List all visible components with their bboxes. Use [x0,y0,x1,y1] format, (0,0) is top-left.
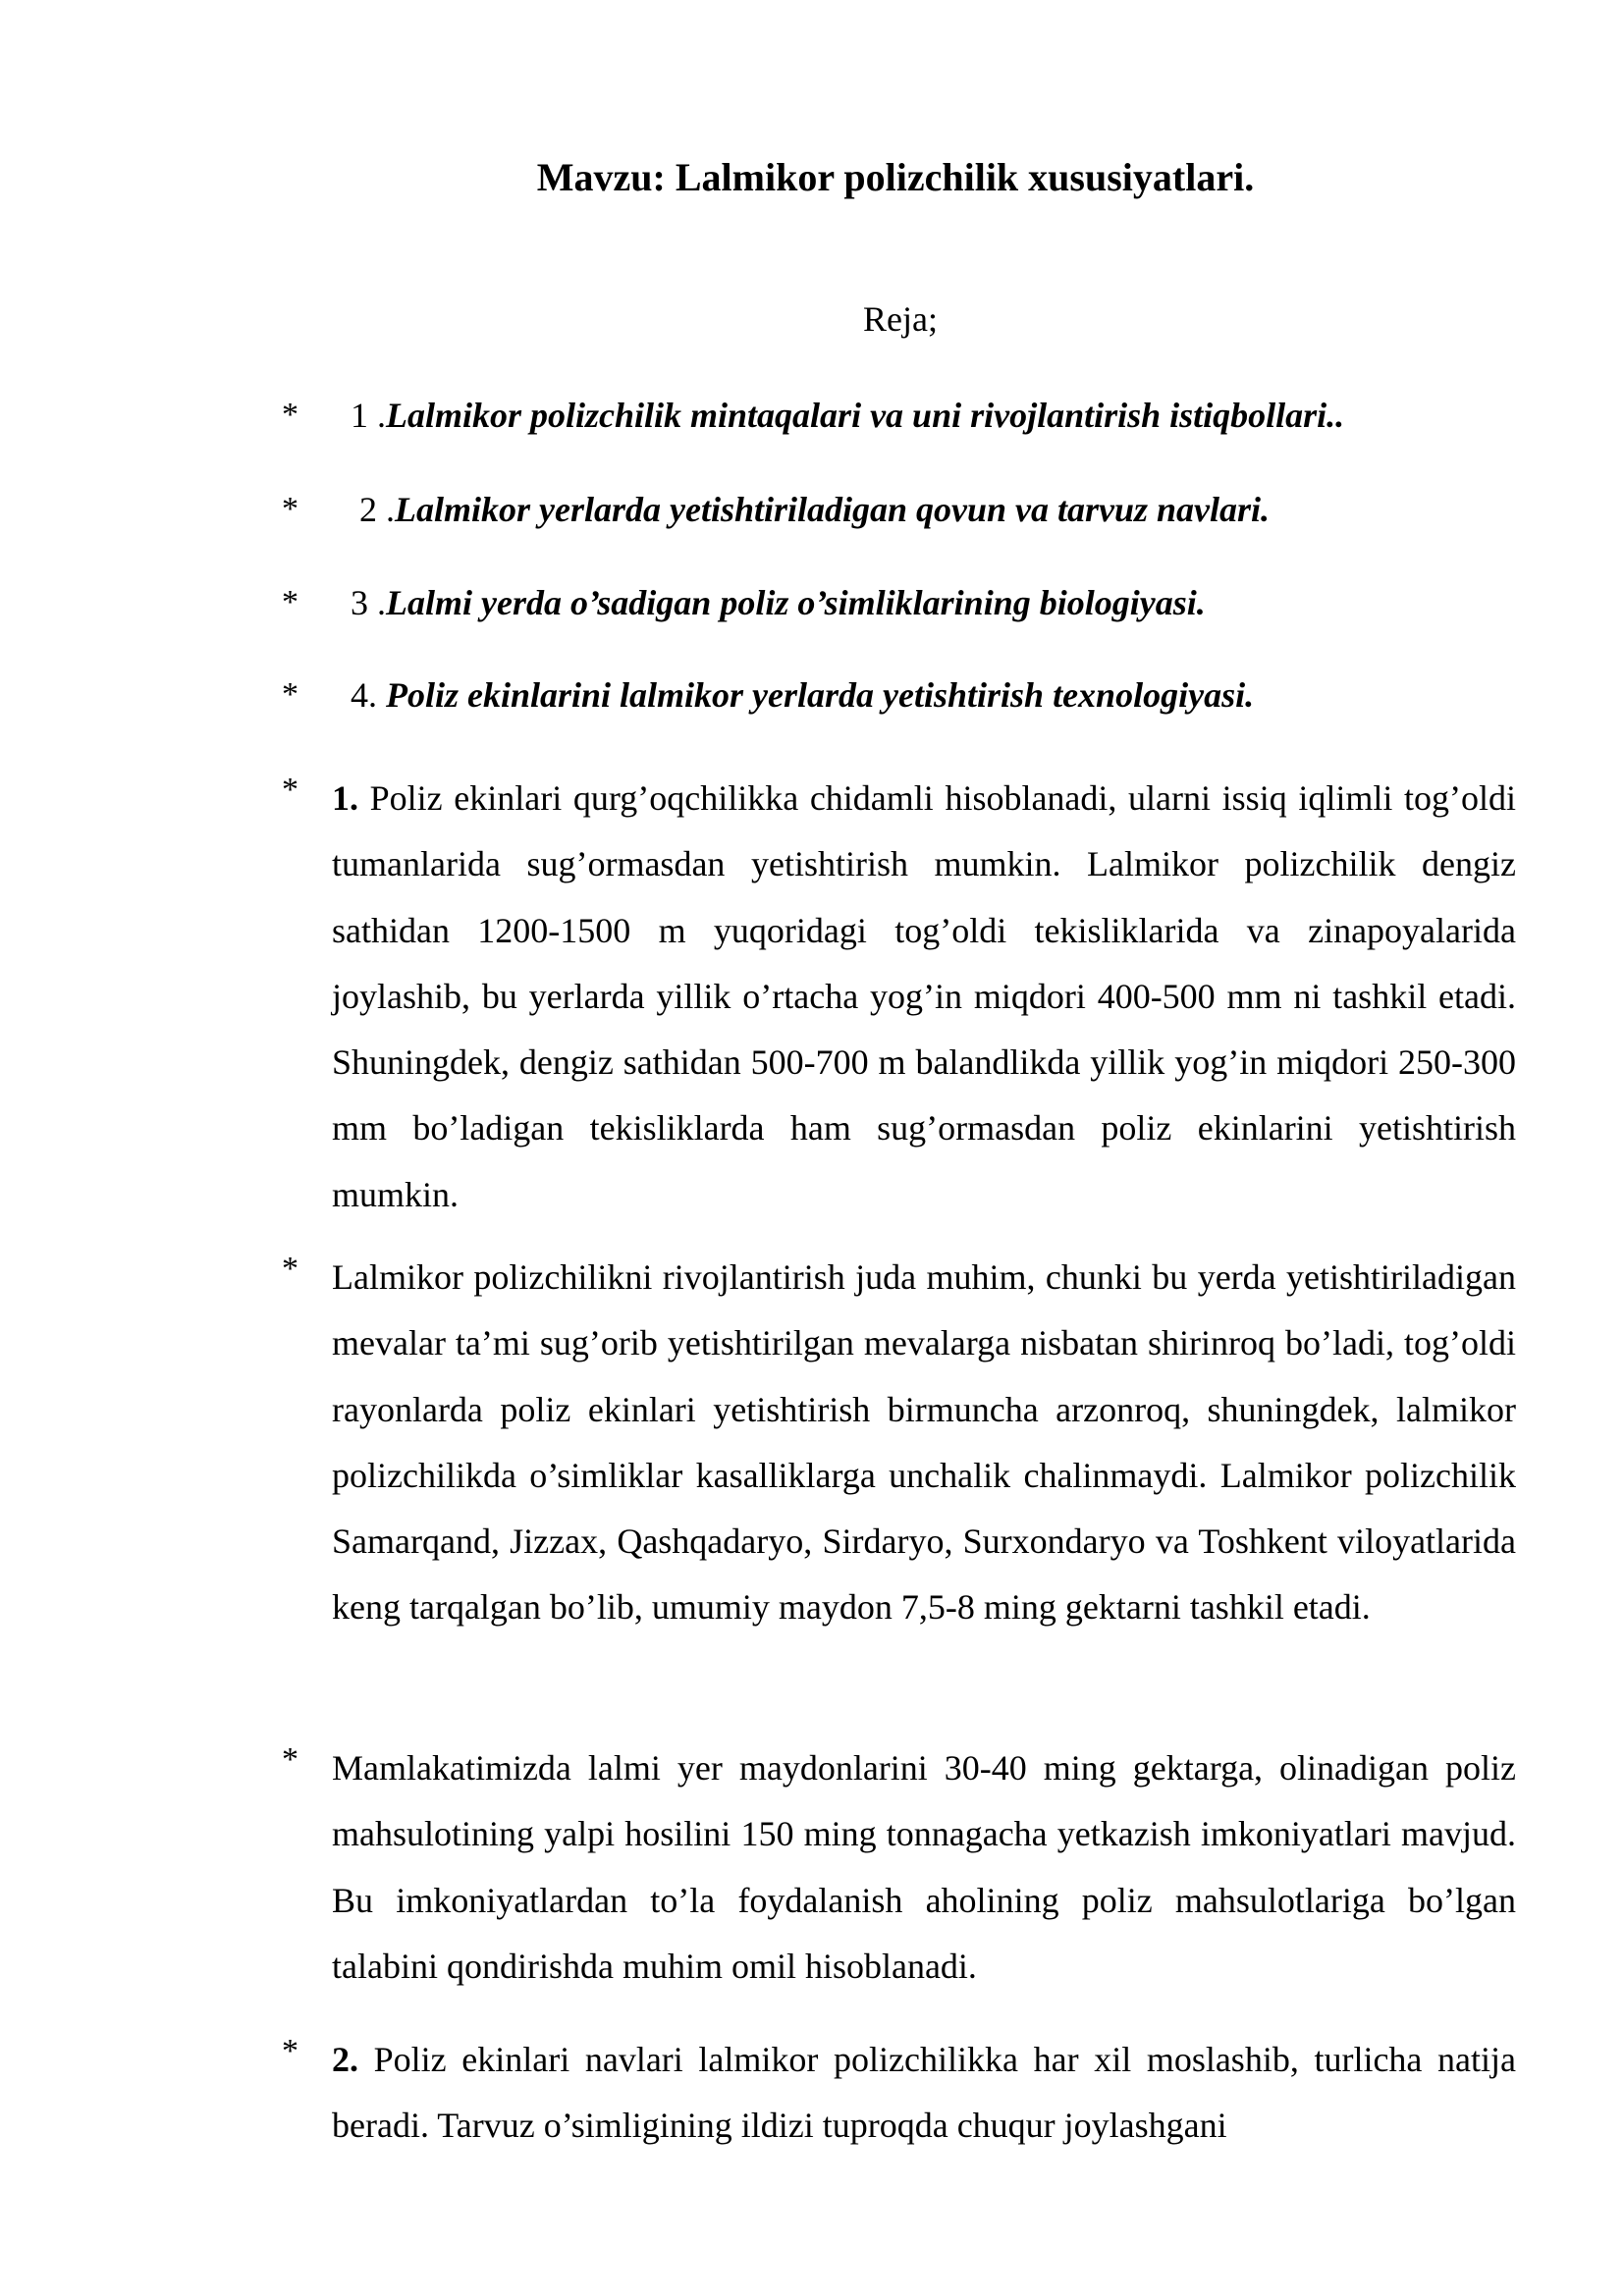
plan-item-number: 2 . [359,490,395,529]
bullet-marker: * [282,1251,298,1287]
bullet-marker: * [282,1741,298,1778]
plan-item [0,670,1624,720]
paragraph-text: Mamlakatimizda lalmi yer maydonlarini 30-40 ming gektarga, olinadigan poliz mahsulotining yalpi hosilini 150 ming tonnagacha yetkazish imkoniyatlari mavjud. Bu imkoniyatlardan to’la foydalanish aholining poliz mahsulotlariga bo’lgan talabini qondirishda muhim omil hisoblanadi. [332,1748,1516,1986]
plan-item-number: 3 . [351,583,386,622]
plan-item [0,391,1624,440]
paragraph-text: Lalmikor polizchilikni rivojlantirish juda muhim, chunki bu yerda yetishtiriladigan mevalar ta’mi sug’orib yetishtirilgan mevalarga nisbatan shirinroq bo’ladi, tog’oldi rayonlarda poliz ekinlari yetishtirish birmuncha arzonroq, shuningdek, lalmikor polizchilikda o’simliklar kasalliklarga unchalik chalinmaydi. Lalmikor polizchilik Samarqand, Jizzax, Qashqadaryo, Sirdaryo, Surxondaryo va Toshkent viloyatlarida keng tarqalgan bo’lib, umumiy maydon 7,5-8 ming gektarni tashkil etadi. [332,1257,1516,1628]
plan-item-title: Lalmi yerda o’sadigan poliz o’simliklarining biologiyasi. [386,583,1206,622]
plan-heading: Reja; [863,299,938,339]
bullet-marker: * [282,772,298,808]
plan-item [0,578,1624,627]
bullet-marker: * [282,397,298,433]
paragraph-number: 1. [332,778,358,818]
plan-item-title: Lalmikor polizchilik mintaqalari va uni rivojlantirish istiqbollari.. [386,396,1345,435]
plan-item-number: 4. [351,675,386,715]
paragraph-text: Poliz ekinlari navlari lalmikor polizchilikka har xil moslashib, turlicha natija beradi. Tarvuz o’simligining ildizi tuproqda chuqur joylashgani [332,2040,1516,2146]
bullet-marker: * [282,676,298,713]
bullet-marker: * [282,491,298,527]
paragraph-number: 2. [332,2040,358,2079]
bullet-marker: * [282,584,298,620]
document-title: Mavzu: Lalmikor polizchilik xususiyatlari. [536,155,1255,199]
paragraph-text: Poliz ekinlari qurg’oqchilikka chidamli hisoblanadi, ularni issiq iqlimli tog’oldi tumanlarida sug’ormasdan yetishtirish mumkin. Lalmikor polizchilik dengiz sathidan 1200-1500 m yuqoridagi tog’oldi tekisliklarida va zinapoyalarida joylashib, bu yerlarda yillik o’rtacha yog’in miqdori 400-500 mm ni tashkil etadi. Shuningdek, dengiz sathidan 500-700 m balandlikda yillik yog’in miqdori 250-300 mm bo’ladigan tekisliklarda ham sug’ormasdan poliz ekinlarini yetishtirish mumkin. [332,778,1516,1214]
plan-item-number: 1 . [351,396,386,435]
plan-item-title: Lalmikor yerlarda yetishtiriladigan qovun va tarvuz navlari. [395,490,1271,529]
bullet-marker: * [282,2033,298,2069]
plan-item [0,485,1624,534]
plan-item-title: Poliz ekinlarini lalmikor yerlarda yetishtirish texnologiyasi. [386,675,1255,715]
